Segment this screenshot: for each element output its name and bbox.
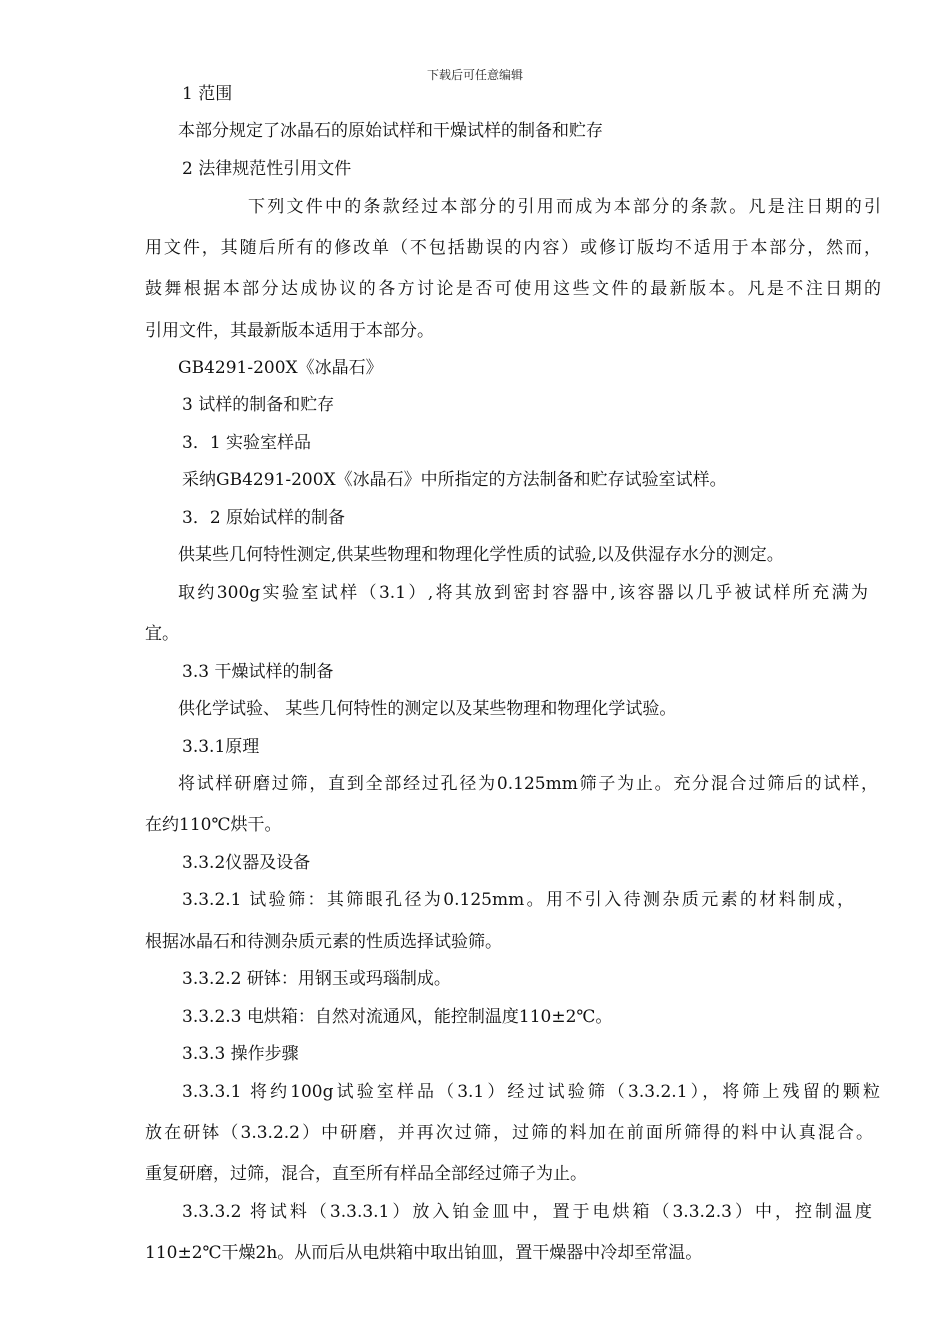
reference-standard: GB4291-200X《冰晶石》 (178, 358, 383, 378)
paragraph-line: 宜。 (145, 624, 179, 644)
page-header: 下载后可任意编辑 (426, 68, 523, 82)
section-1-body: 本部分规定了冰晶石的原始试样和干燥试样的制备和贮存 (178, 121, 603, 141)
paragraph-line: 3.3.2.1 试验筛：其筛眼孔径为0.125mm。用不引入待测杂质元素的材料制成， (182, 890, 854, 910)
paragraph-line: 鼓舞根据本部分达成协议的各方讨论是否可使用这些文件的最新版本。凡是不注日期的 (145, 279, 881, 299)
paragraph-line: 在约110℃烘干。 (145, 815, 282, 835)
section-3-3-3-heading: 3.3.3 操作步骤 (182, 1044, 299, 1064)
section-3-3-2-3: 3.3.2.3 电烘箱：自然对流通风，能控制温度110±2℃。 (182, 1007, 613, 1027)
paragraph-line: 下列文件中的条款经过本部分的引用而成为本部分的条款。凡是注日期的引 (248, 197, 881, 217)
paragraph-line: 根据冰晶石和待测杂质元素的性质选择试验筛。 (145, 932, 502, 952)
section-1-heading: 1 范围 (182, 84, 233, 104)
paragraph-line: 3.3.3.1 将约100g试验室样品（3.1）经过试验筛（3.3.2.1），将筛上残留的颗粒 (182, 1082, 880, 1102)
section-3-3-1-heading: 3.3.1原理 (182, 737, 260, 757)
paragraph-line: 110±2℃干燥2h。从而后从电烘箱中取出铂皿，置干燥器中冷却至常温。 (145, 1243, 703, 1263)
section-3-2-heading: 3．2 原始试样的制备 (182, 508, 346, 528)
section-3-heading: 3 试样的制备和贮存 (182, 395, 335, 415)
section-3-3-heading: 3.3 干燥试样的制备 (182, 662, 334, 682)
section-3-3-body: 供化学试验、 某些几何特性的测定以及某些物理和物理化学试验。 (178, 699, 677, 719)
section-3-1-body: 采纳GB4291-200X《冰晶石》中所指定的方法制备和贮存试验室试样。 (182, 470, 727, 490)
section-2-heading: 2 法律规范性引用文件 (182, 159, 352, 179)
paragraph-line: 放在研钵（3.3.2.2）中研磨，并再次过筛，过筛的料加在前面所筛得的料中认真混合。 (145, 1123, 873, 1143)
paragraph-line: 将试样研磨过筛，直到全部经过孔径为0.125mm筛子为止。充分混合过筛后的试样， (178, 774, 878, 794)
paragraph-line: 用文件，其随后所有的修改单（不包括勘误的内容）或修订版均不适用于本部分，然而， (145, 238, 881, 258)
section-3-1-heading: 3．1 实验室样品 (182, 433, 312, 453)
paragraph-line: 引用文件，其最新版本适用于本部分。 (145, 321, 434, 341)
section-3-2-body: 供某些几何特性测定,供某些物理和物理化学性质的试验,以及供湿存水分的测定。 (178, 545, 784, 565)
paragraph-line: 取约300g实验室试样（3.1）,将其放到密封容器中,该容器以几乎被试样所充满为 (178, 583, 868, 603)
section-3-3-2-heading: 3.3.2仪器及设备 (182, 853, 311, 873)
paragraph-line: 3.3.3.2 将试料（3.3.3.1）放入铂金皿中，置于电烘箱（3.3.2.3）中，控制温度 (182, 1202, 872, 1222)
paragraph-line: 重复研磨，过筛，混合，直至所有样品全部经过筛子为止。 (145, 1164, 587, 1184)
section-3-3-2-2: 3.3.2.2 研钵：用钢玉或玛瑙制成。 (182, 969, 451, 989)
